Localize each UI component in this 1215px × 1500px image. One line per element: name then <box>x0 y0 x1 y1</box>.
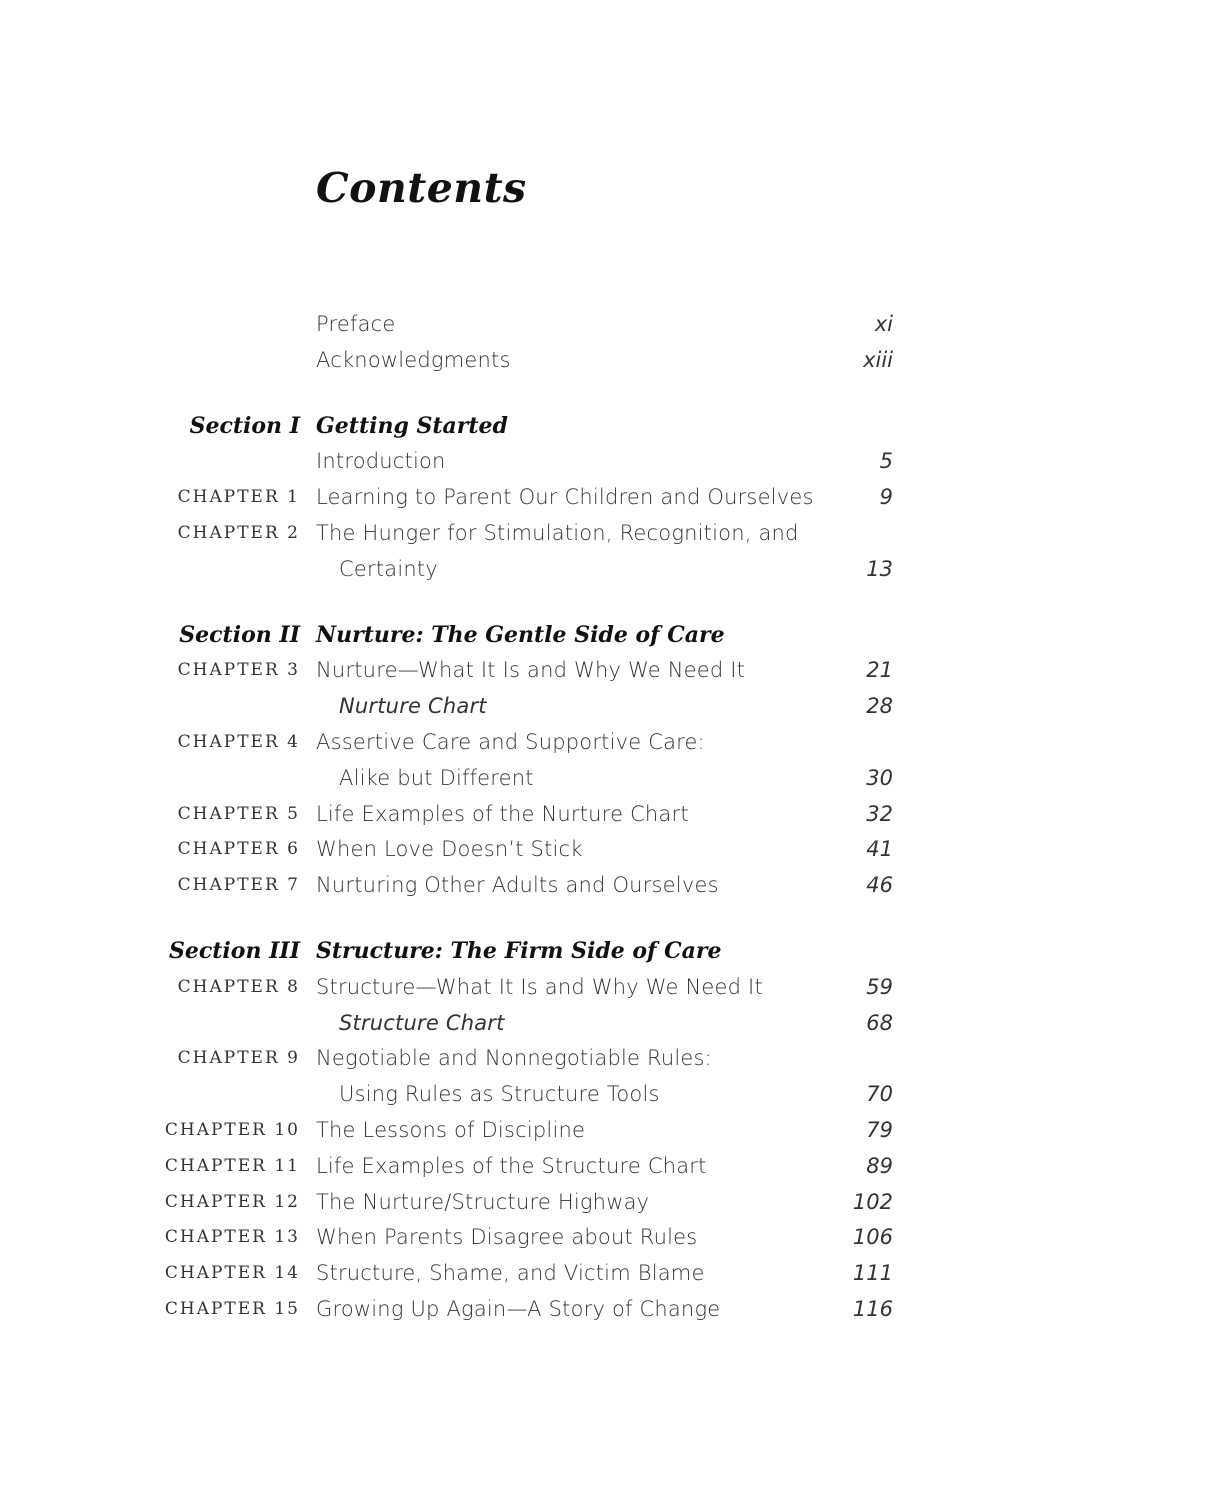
chapter-label: CHAPTER 14 <box>164 1263 300 1284</box>
section-label: Section II <box>179 621 300 648</box>
page-number: 102 <box>852 1189 893 1214</box>
page-number: 106 <box>852 1225 893 1250</box>
chapter-label: CHAPTER 1 <box>177 487 300 508</box>
table-of-contents <box>0 306 1215 1327</box>
entry-title: Using Rules as Structure Tools <box>339 1082 660 1107</box>
entry-title: Preface <box>316 312 396 336</box>
entry-title: Learning to Parent Our Children and Ourselves <box>316 485 814 510</box>
entry-title: Structure, Shame, and Victim Blame <box>316 1261 705 1286</box>
toc-entry-row <box>0 1148 1215 1184</box>
chapter-label: CHAPTER 7 <box>177 875 300 896</box>
toc-entry-row <box>0 1255 1215 1291</box>
entry-title: Structure—What It Is and Why We Need It <box>316 974 763 999</box>
section-label: Section III <box>168 937 300 964</box>
chapter-label: CHAPTER 13 <box>164 1227 300 1248</box>
entry-title: Negotiable and Nonnegotiable Rules: <box>316 1046 712 1071</box>
toc-entry-row <box>0 1005 1215 1041</box>
toc-entry-row <box>0 688 1215 724</box>
entry-title: The Lessons of Discipline <box>316 1117 586 1142</box>
page-number: 5 <box>879 449 893 474</box>
toc-entry-row <box>0 652 1215 688</box>
chapter-label: CHAPTER 12 <box>164 1191 300 1212</box>
toc-entry-row <box>0 1219 1215 1255</box>
toc-entry-row <box>0 1040 1215 1076</box>
toc-entry-row <box>0 342 1215 378</box>
page-number: 21 <box>866 658 893 683</box>
chapter-label: CHAPTER 9 <box>177 1048 300 1069</box>
chapter-label: CHAPTER 10 <box>164 1119 300 1140</box>
page-number: 79 <box>866 1117 893 1142</box>
entry-title: Growing Up Again—A Story of Change <box>316 1296 721 1321</box>
page-number: 68 <box>866 1010 893 1035</box>
toc-entry-row <box>0 515 1215 551</box>
page-number: 41 <box>866 837 893 862</box>
toc-entry-row <box>0 479 1215 515</box>
page-number: 111 <box>852 1261 893 1286</box>
entry-title: The Nurture/Structure Highway <box>316 1189 650 1214</box>
entry-title: Alike but Different <box>339 765 534 790</box>
page-number: 28 <box>866 694 893 719</box>
toc-entry-row <box>0 1112 1215 1148</box>
entry-title: Assertive Care and Supportive Care: <box>316 729 705 754</box>
page-number: 9 <box>879 485 893 510</box>
section-label: Section I <box>189 412 300 439</box>
entry-title: Acknowledgments <box>316 347 511 372</box>
section-title: Structure: The Firm Side of Care <box>316 937 722 964</box>
toc-entry-row <box>0 551 1215 587</box>
page-number: 70 <box>866 1082 893 1107</box>
page-number: 46 <box>866 873 893 898</box>
toc-entry-row <box>0 724 1215 760</box>
toc-entry-row <box>0 867 1215 903</box>
entry-title: Certainty <box>339 556 438 581</box>
entry-title: Nurturing Other Adults and Ourselves <box>316 873 719 898</box>
toc-entry-row <box>0 306 1215 342</box>
page-number: 116 <box>852 1296 893 1321</box>
toc-entry-row <box>0 1291 1215 1327</box>
chapter-label: CHAPTER 4 <box>177 731 300 752</box>
page-number: 89 <box>866 1153 893 1178</box>
chapter-label: CHAPTER 2 <box>177 522 300 543</box>
page-number: xiii <box>863 347 893 372</box>
toc-entry-row <box>0 1076 1215 1112</box>
page-title: Contents <box>316 164 527 212</box>
toc-section-row <box>0 617 1215 653</box>
chapter-label: CHAPTER 15 <box>164 1298 300 1319</box>
entry-title: The Hunger for Stimulation, Recognition, and <box>316 520 799 545</box>
page-number: 32 <box>866 801 893 826</box>
entry-title: When Love Doesn’t Stick <box>316 837 583 862</box>
toc-entry-row <box>0 1184 1215 1220</box>
chapter-label: CHAPTER 6 <box>177 839 300 860</box>
toc-entry-row <box>0 969 1215 1005</box>
entry-title: Nurture—What It Is and Why We Need It <box>316 658 746 683</box>
entry-title: Introduction <box>316 449 446 474</box>
entry-title: Structure Chart <box>339 1010 505 1035</box>
page-number: 13 <box>866 556 893 581</box>
entry-title: When Parents Disagree about Rules <box>316 1225 698 1250</box>
toc-entry-row <box>0 760 1215 796</box>
chapter-label: CHAPTER 8 <box>177 976 300 997</box>
toc-section-row <box>0 933 1215 969</box>
chapter-label: CHAPTER 3 <box>177 660 300 681</box>
entry-title: Nurture Chart <box>339 694 487 719</box>
chapter-label: CHAPTER 5 <box>177 803 300 824</box>
toc-entry-row <box>0 831 1215 867</box>
entry-title: Life Examples of the Structure Chart <box>316 1153 707 1178</box>
toc-entry-row <box>0 443 1215 479</box>
page-number: xi <box>874 312 893 336</box>
toc-entry-row <box>0 796 1215 832</box>
section-title: Nurture: The Gentle Side of Care <box>316 621 725 648</box>
page-number: 30 <box>866 765 893 790</box>
chapter-label: CHAPTER 11 <box>164 1155 300 1176</box>
section-title: Getting Started <box>316 412 508 439</box>
entry-title: Life Examples of the Nurture Chart <box>316 801 689 826</box>
page-number: 59 <box>866 974 893 999</box>
toc-section-row <box>0 408 1215 444</box>
